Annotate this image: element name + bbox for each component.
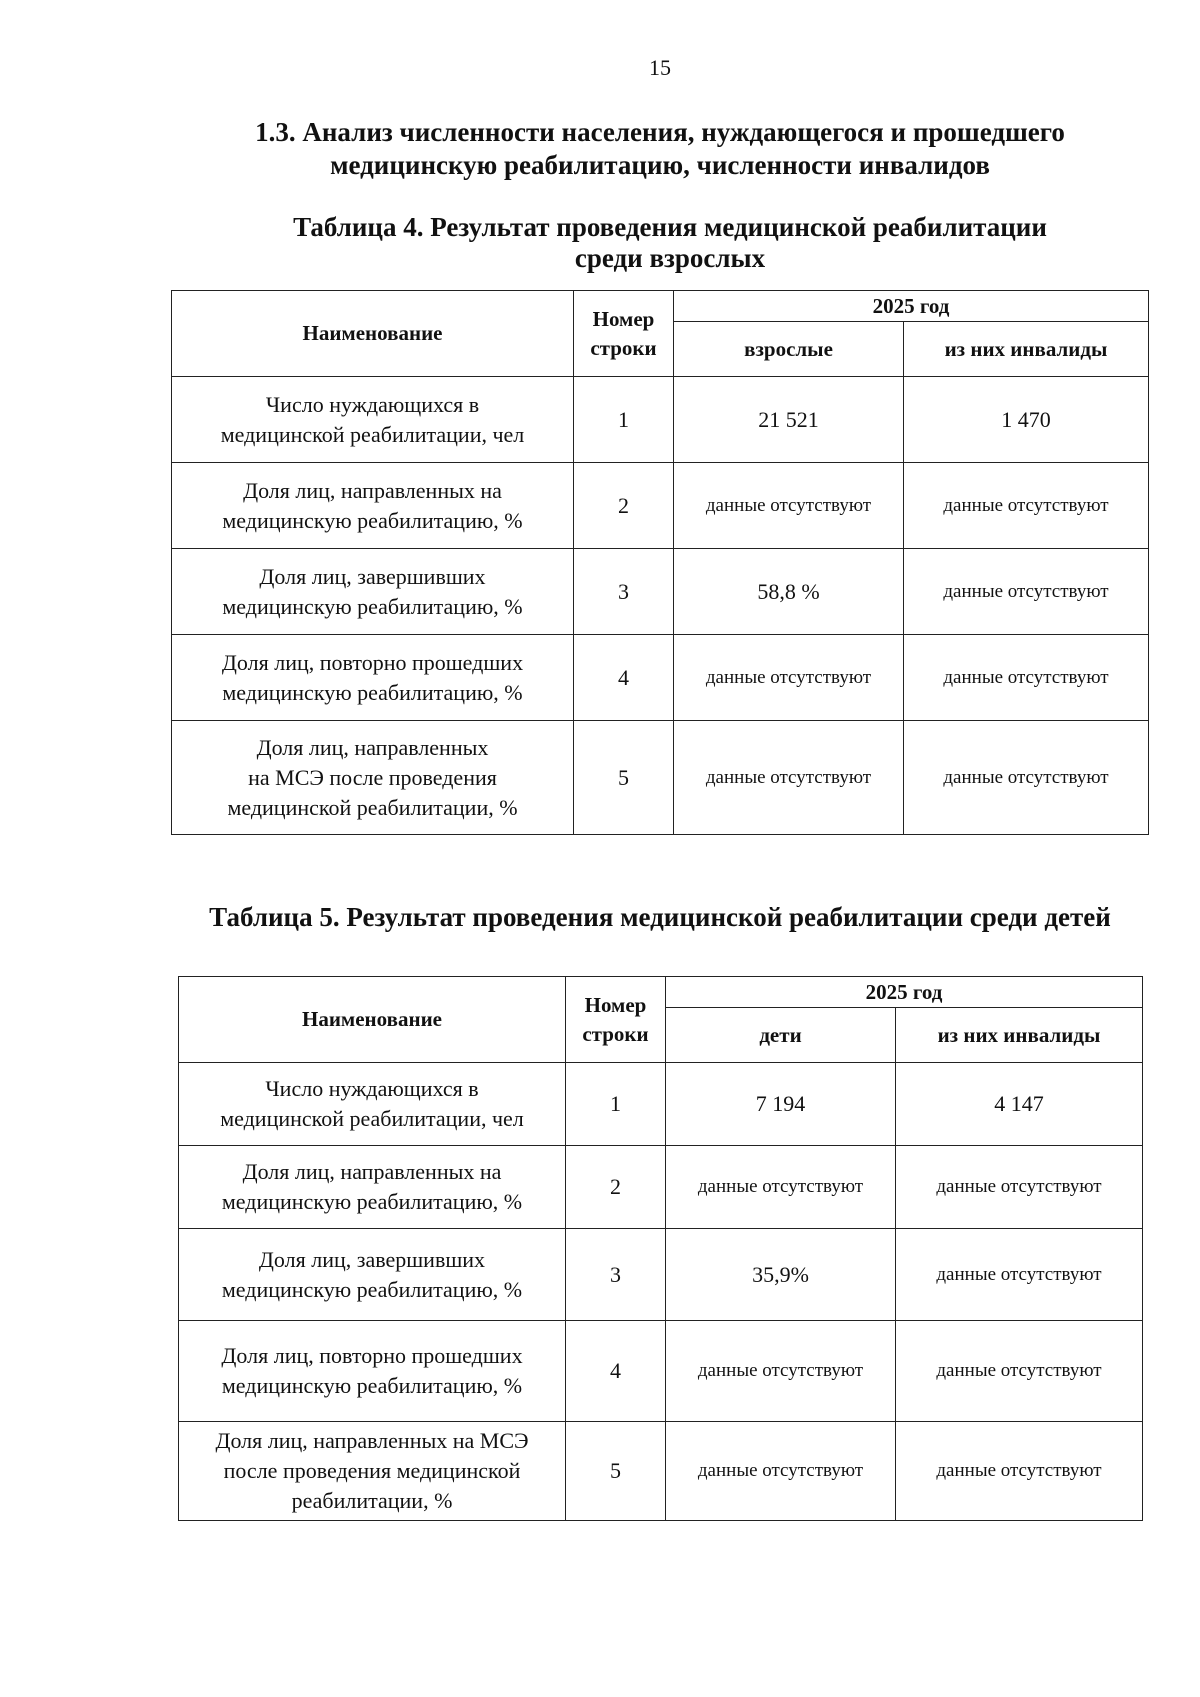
header-disabled: из них инвалиды	[896, 1008, 1143, 1063]
row-value-adults: данные отсутствуют	[674, 635, 904, 721]
row-number: 2	[566, 1146, 666, 1229]
row-value-adults: данные отсутствуют	[674, 463, 904, 549]
table-row	[172, 377, 1149, 463]
header-row-number-line: строки	[582, 1021, 649, 1046]
row-name: Доля лиц, завершивших медицинскую реабилитацию, %	[172, 549, 574, 635]
page-number: 15	[649, 55, 671, 80]
row-number: 4	[566, 1321, 666, 1422]
table-row	[172, 721, 1149, 835]
row-value-adults: данные отсутствуют	[674, 721, 904, 835]
row-value-disabled: 4 147	[896, 1063, 1143, 1146]
section-heading-line: медицинскую реабилитацию, численности инвалидов	[330, 150, 990, 180]
row-name: Доля лиц, направленных на МСЭ после проведения медицинской реабилитации, %	[179, 1422, 566, 1521]
row-name: Доля лиц, повторно прошедших медицинскую реабилитацию, %	[179, 1321, 566, 1422]
row-name: Доля лиц, направленных на медицинскую реабилитацию, %	[172, 463, 574, 549]
table-5-caption-line: Таблица 5. Результат проведения медицинской реабилитации среди детей	[209, 902, 1111, 932]
header-row-number-line: строки	[590, 335, 657, 360]
table-5	[178, 976, 1143, 1521]
row-name: Доля лиц, повторно прошедших медицинскую реабилитацию, %	[172, 635, 574, 721]
row-value-children: данные отсутствуют	[666, 1146, 896, 1229]
header-year: 2025 год	[674, 291, 1149, 322]
row-value-children: данные отсутствуют	[666, 1422, 896, 1521]
row-name: Доля лиц, завершивших медицинскую реабилитацию, %	[179, 1229, 566, 1321]
header-row-number-line: Номер	[592, 306, 655, 331]
row-number: 1	[566, 1063, 666, 1146]
row-number: 1	[574, 377, 674, 463]
row-number: 3	[566, 1229, 666, 1321]
header-children: дети	[666, 1008, 896, 1063]
row-name: Число нуждающихся в медицинской реабилитации, чел	[179, 1063, 566, 1146]
row-value-adults: 58,8 %	[674, 549, 904, 635]
row-value-disabled: данные отсутствуют	[904, 635, 1149, 721]
row-name: Доля лиц, направленных на медицинскую реабилитацию, %	[179, 1146, 566, 1229]
row-name: Число нуждающихся в медицинской реабилитации, чел	[172, 377, 574, 463]
table-row	[179, 1063, 1143, 1146]
table-row	[172, 463, 1149, 549]
table-row	[179, 1422, 1143, 1521]
row-number: 2	[574, 463, 674, 549]
row-number: 5	[566, 1422, 666, 1521]
row-value-disabled: данные отсутствуют	[896, 1229, 1143, 1321]
row-value-disabled: данные отсутствуют	[896, 1321, 1143, 1422]
header-disabled: из них инвалиды	[904, 322, 1149, 377]
header-row-number-line: Номер	[584, 992, 647, 1017]
table-4-caption-line: Таблица 4. Результат проведения медицинской реабилитации	[293, 212, 1047, 242]
row-number: 4	[574, 635, 674, 721]
table-5-caption	[160, 902, 1160, 933]
row-value-children: 35,9%	[666, 1229, 896, 1321]
row-value-disabled: данные отсутствуют	[896, 1422, 1143, 1521]
header-name: Наименование	[172, 291, 574, 377]
row-value-disabled: данные отсутствуют	[904, 463, 1149, 549]
table-4-caption-line: среди взрослых	[574, 243, 766, 273]
table-row	[172, 549, 1149, 635]
table-row	[179, 1146, 1143, 1229]
table-4-caption	[230, 212, 1110, 274]
row-value-disabled: данные отсутствуют	[896, 1146, 1143, 1229]
row-value-disabled: 1 470	[904, 377, 1149, 463]
section-heading-line: 1.3. Анализ численности населения, нуждающегося и прошедшего	[255, 117, 1065, 147]
row-value-adults: 21 521	[674, 377, 904, 463]
table-row	[179, 1321, 1143, 1422]
header-row-number	[566, 977, 666, 1063]
header-year: 2025 год	[666, 977, 1143, 1008]
row-value-children: данные отсутствуют	[666, 1321, 896, 1422]
row-value-disabled: данные отсутствуют	[904, 721, 1149, 835]
header-name: Наименование	[179, 977, 566, 1063]
section-heading	[210, 116, 1110, 182]
table-4	[171, 290, 1149, 835]
table-row	[179, 1229, 1143, 1321]
row-value-disabled: данные отсутствуют	[904, 549, 1149, 635]
row-name: Доля лиц, направленных на МСЭ после проведения медицинской реабилитации, %	[172, 721, 574, 835]
row-number: 5	[574, 721, 674, 835]
header-adults: взрослые	[674, 322, 904, 377]
row-value-children: 7 194	[666, 1063, 896, 1146]
table-row	[172, 635, 1149, 721]
row-number: 3	[574, 549, 674, 635]
header-row-number	[574, 291, 674, 377]
